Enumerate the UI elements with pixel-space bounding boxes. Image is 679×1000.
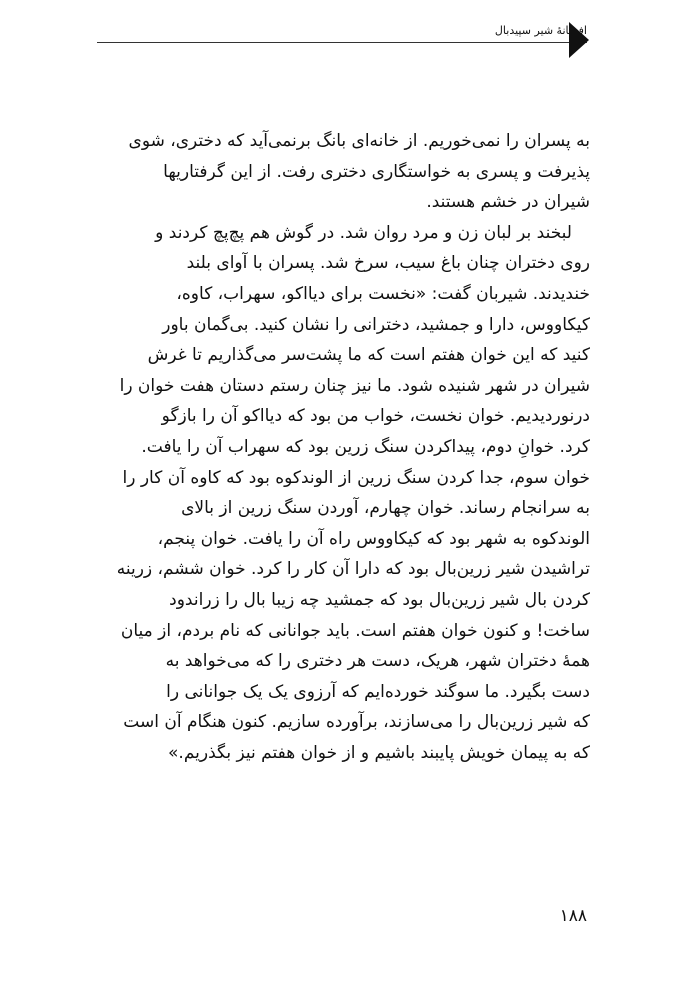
text-line: کرد. خوانِ دوم، پیداکردن سنگ زرین بود که سهراب آن را یافت.: [141, 436, 590, 457]
running-header-title: افسانهٔ شیر سپیدبال: [494, 24, 587, 37]
text-line: به سرانجام رساند. خوان چهارم، آوردن سنگ زرین از بالای: [181, 498, 590, 519]
text-line: خوان سوم، جدا کردن سنگ زرین از الوندکوه بود که کاوه آن کار را: [122, 467, 590, 488]
text-line: کردن بال شیر زرین‌بال بود که جمشید چه زیبا بال را زراندود: [169, 589, 590, 610]
body-text: [92, 126, 590, 768]
text-line: ساخت! و کنون خوان هفتم است. باید جوانانی که نام بردم، از میان: [120, 620, 590, 641]
text-line: الوندکوه به شهر بود که کیکاووس راه آن را یافت. خوان پنجم،: [157, 528, 590, 549]
text-line: کنید که این خوان هفتم است که ما پشت‌سر می‌گذاریم تا غرش: [147, 345, 590, 366]
text-line: دست بگیرد. ما سوگند خورده‌ایم که آرزوی یک یک جوانانی را: [166, 681, 590, 702]
text-line: تراشیدن شیر زرین‌بال بود که دارا آن کار را کرد. خوان ششم، زرینه: [116, 559, 590, 580]
text-line: خندیدند. شیربان گفت: «نخست برای دیااکو، سهراب، کاوه،: [176, 283, 590, 304]
text-line: لبخند بر لبان زن و مرد روان شد. در گوش هم پچ‌پچ کردند و: [155, 222, 572, 243]
page-number: ۱۸۸: [559, 906, 587, 926]
triangle-marker-icon: [569, 22, 589, 58]
header-rule: [97, 42, 587, 43]
text-line: کیکاووس، دارا و جمشید، دخترانی را نشان کنید. بی‌گمان باور: [162, 314, 590, 335]
text-line: شیران در خشم هستند.: [426, 192, 590, 213]
text-line: درنوردیدیم. خوان نخست، خواب من بود که دیااکو آن را بازگو: [161, 406, 590, 427]
text-line: روی دختران چنان باغ سیب، سرخ شد. پسران با آوای بلند: [186, 253, 590, 274]
text-line: پذیرفت و پسری به خواستگاری دختری رفت. از این گرفتاریها: [163, 161, 590, 182]
text-line: همهٔ دختران شهر، هریک، دست هر دختری را که می‌خواهد به: [165, 651, 590, 672]
running-header: [97, 18, 587, 58]
text-line: که به پیمان خویش پایبند باشیم و از خوان هفتم نیز بگذریم.»: [168, 742, 590, 763]
text-line: شیران در شهر شنیده شود. ما نیز چنان رستم دستان هفت خوان را: [119, 375, 590, 396]
text-line: به پسران را نمی‌خوریم. از خانه‌ای بانگ برنمی‌آید که دختری، شوی: [128, 131, 590, 151]
text-line: که شیر زرین‌بال را می‌سازند، برآورده سازیم. کنون هنگام آن است: [123, 712, 590, 733]
